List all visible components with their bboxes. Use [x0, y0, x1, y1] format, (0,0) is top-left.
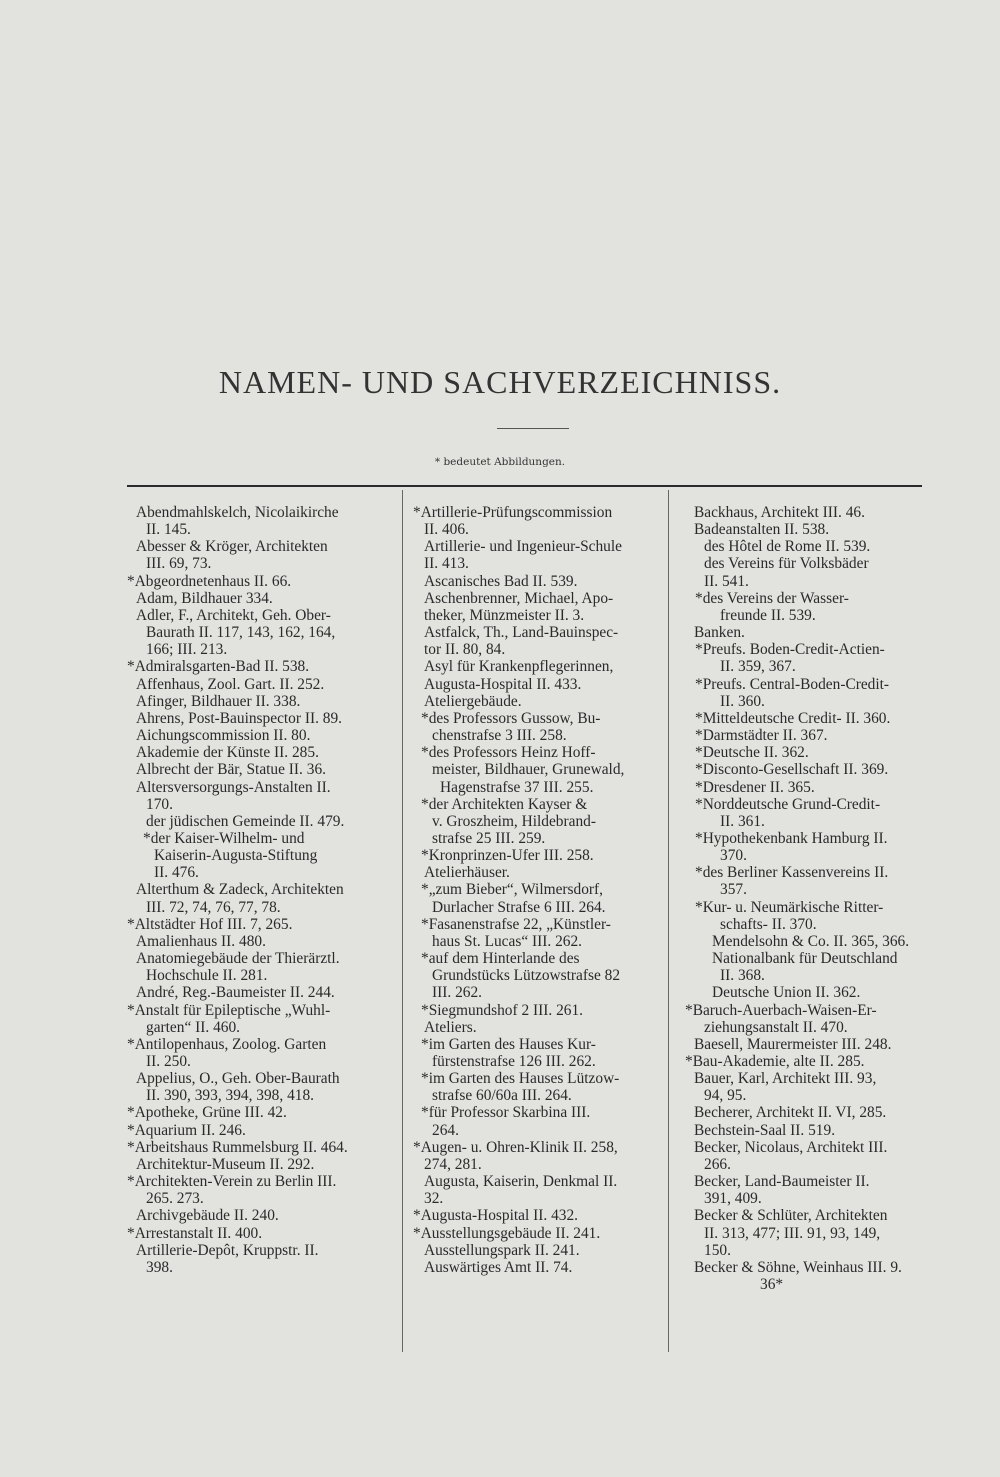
index-entry: strafse 25 III. 259. [432, 829, 546, 847]
index-entry: Affenhaus, Zool. Gart. II. 252. [136, 675, 325, 693]
index-entry: *Kronprinzen-Ufer III. 258. [421, 847, 594, 865]
index-entry: strafse 60/60a III. 264. [432, 1087, 572, 1105]
index-entry: II. 145. [146, 521, 191, 539]
index-entry: Becker & Söhne, Weinhaus III. 9. [694, 1258, 902, 1276]
index-entry: 150. [704, 1241, 731, 1259]
index-entry: 266. [704, 1155, 731, 1173]
index-entry: Banken. [694, 624, 745, 642]
page-number: 36* [760, 1276, 784, 1294]
index-entry: *Hypothekenbank Hamburg II. [695, 829, 888, 847]
index-entry: Artillerie- und Ingenieur-Schule [424, 538, 622, 556]
index-entry: II. 406. [424, 521, 469, 539]
index-entry: II. 413. [424, 555, 469, 573]
index-entry: 32. [424, 1190, 444, 1208]
index-entry: Hochschule II. 281. [146, 967, 268, 985]
index-entry: des Hôtel de Rome II. 539. [704, 538, 871, 556]
index-entry: *Arbeitshaus Rummelsburg II. 464. [127, 1138, 348, 1156]
index-entry: 370. [720, 847, 747, 865]
index-entry: Abendmahlskelch, Nicolaikirche [136, 504, 339, 521]
index-entry: Abesser & Kröger, Architekten [136, 538, 328, 556]
index-entry: *Admiralsgarten-Bad II. 538. [127, 658, 310, 676]
index-entry: Becker, Land-Baumeister II. [694, 1173, 870, 1191]
index-entry: *Siegmundshof 2 III. 261. [421, 1001, 584, 1019]
index-entry: *Anstalt für Epileptische „Wuhl- [127, 1001, 331, 1019]
index-entry: Amalienhaus II. 480. [136, 932, 266, 950]
index-entry: 357. [720, 881, 747, 899]
index-entry: II. 476. [154, 864, 199, 882]
index-column-1 [127, 504, 392, 1276]
index-entry: schafts- II. 370. [720, 915, 817, 933]
index-entry: III. 262. [432, 984, 483, 1002]
index-entry: André, Reg.-Baumeister II. 244. [136, 984, 335, 1002]
index-entry: Adler, F., Architekt, Geh. Ober- [136, 606, 331, 624]
index-entry: Astfalck, Th., Land-Bauinspec- [424, 624, 619, 642]
index-entry: III. 69, 73. [146, 555, 212, 573]
index-entry: *des Vereins der Wasser- [695, 589, 849, 607]
index-entry: Badeanstalten II. 538. [694, 521, 830, 539]
index-entry: *Bau-Akademie, alte II. 285. [685, 1053, 865, 1070]
index-entry: *Preufs. Boden-Credit-Actien- [695, 641, 885, 659]
index-entry: Durlacher Strafse 6 III. 264. [432, 898, 606, 916]
index-entry: 166; III. 213. [146, 641, 228, 659]
index-entry: *der Kaiser-Wilhelm- und [143, 829, 305, 847]
illustration-note: * bedeutet Abbildungen. [434, 456, 566, 468]
index-entry: *Aquarium II. 246. [127, 1121, 246, 1139]
index-entry: II. 368. [720, 967, 765, 985]
index-entry: Appelius, O., Geh. Ober-Baurath [136, 1070, 340, 1088]
index-entry: 170. [146, 795, 173, 813]
index-entry: 264. [432, 1121, 459, 1139]
index-entry: *Antilopenhaus, Zoolog. Garten [127, 1035, 327, 1053]
column-divider-left [402, 490, 403, 1352]
index-entry: *im Garten des Hauses Lützow- [421, 1070, 620, 1088]
index-entry: Nationalbank für Deutschland [712, 950, 898, 968]
index-entry: *Kur- u. Neumärkische Ritter- [695, 898, 884, 916]
index-entry: II. 361. [720, 812, 765, 830]
index-entry: Becker, Nicolaus, Architekt III. [694, 1138, 888, 1156]
index-entry: Ascanisches Bad II. 539. [424, 572, 578, 590]
index-entry: Afinger, Bildhauer II. 338. [136, 692, 301, 710]
index-entry: Altersversorgungs-Anstalten II. [136, 778, 331, 796]
index-entry: Akademie der Künste II. 285. [136, 744, 319, 762]
header-rule [127, 485, 922, 487]
index-entry: theker, Münzmeister II. 3. [424, 606, 585, 624]
index-entry: II. 390, 393, 394, 398, 418. [146, 1087, 315, 1105]
index-entry: *des Professors Heinz Hoff- [421, 744, 596, 762]
index-entry: Baurath II. 117, 143, 162, 164, [146, 624, 336, 642]
index-entry: 265. 273. [146, 1190, 204, 1208]
index-entry: Grundstücks Lützowstrafse 82 [432, 967, 621, 985]
index-entry: Albrecht der Bär, Statue II. 36. [136, 761, 326, 779]
index-entry: *Ausstellungsgebäude II. 241. [413, 1224, 601, 1242]
index-entry: freunde II. 539. [720, 606, 816, 624]
index-entry: *Fasanenstrafse 22, „Künstler- [421, 915, 611, 933]
index-entry: Kaiserin-Augusta-Stiftung [154, 847, 318, 865]
index-entry: Auswärtiges Amt II. 74. [424, 1258, 573, 1276]
index-entry: Archivgebäude II. 240. [136, 1207, 279, 1225]
index-entry: Bechstein-Saal II. 519. [694, 1121, 836, 1139]
index-entry: *„zum Bieber“, Wilmersdorf, [421, 881, 604, 899]
index-entry: Mendelsohn & Co. II. 365, 366. [712, 932, 910, 950]
index-entry: *Disconto-Gesellschaft II. 369. [695, 761, 889, 779]
index-entry: Ahrens, Post-Bauinspector II. 89. [136, 709, 343, 727]
index-entry: Atelierhäuser. [424, 864, 510, 882]
index-entry: 398. [146, 1258, 173, 1276]
index-entry: 391, 409. [704, 1190, 762, 1208]
index-column-3 [685, 504, 926, 1294]
index-column-2 [414, 504, 658, 1276]
index-entry: III. 72, 74, 76, 77, 78. [146, 898, 281, 916]
index-entry: 94, 95. [704, 1087, 747, 1105]
index-entry: Artillerie-Depôt, Kruppstr. II. [136, 1241, 319, 1259]
index-entry: *Preufs. Central-Boden-Credit- [695, 675, 890, 693]
index-entry: II. 250. [146, 1053, 191, 1070]
index-entry: *Abgeordnetenhaus II. 66. [127, 572, 292, 590]
index-entry: *Dresdener II. 365. [695, 778, 815, 796]
column-divider-right [668, 490, 669, 1352]
index-entry: Hagenstrafse 37 III. 255. [440, 778, 594, 796]
index-entry: II. 313, 477; III. 91, 93, 149, [704, 1224, 881, 1242]
index-entry: II. 541. [704, 572, 749, 590]
index-entry: *der Architekten Kayser & [421, 795, 588, 813]
index-entry: II. 359, 367. [720, 658, 796, 676]
index-entry: Alterthum & Zadeck, Architekten [136, 881, 344, 899]
index-entry: *im Garten des Hauses Kur- [421, 1035, 596, 1053]
index-entry: v. Groszheim, Hildebrand- [432, 812, 596, 830]
index-entry: *Mitteldeutsche Credit- II. 360. [695, 709, 891, 727]
title-divider [497, 428, 569, 429]
index-entry: fürstenstrafse 126 III. 262. [432, 1053, 596, 1070]
index-entry: meister, Bildhauer, Grunewald, [432, 761, 625, 779]
index-entry: des Vereins für Volksbäder [704, 555, 869, 573]
index-entry: ziehungsanstalt II. 470. [704, 1018, 848, 1036]
index-entry: *des Berliner Kassenvereins II. [695, 864, 889, 882]
index-entry: garten“ II. 460. [146, 1018, 241, 1036]
index-entry: Ateliergebäude. [424, 692, 522, 710]
index-entry: Bauer, Karl, Architekt III. 93, [694, 1070, 877, 1088]
index-entry: der jüdischen Gemeinde II. 479. [146, 812, 345, 830]
page-title: NAMEN- UND SACHVERZEICHNISS. [218, 364, 782, 400]
index-entry: *Darmstädter II. 367. [695, 727, 828, 745]
index-entry: *Norddeutsche Grund-Credit- [695, 795, 881, 813]
index-entry: Becker & Schlüter, Architekten [694, 1207, 888, 1225]
index-entry: Aichungscommission II. 80. [136, 727, 311, 745]
index-entry: *Architekten-Verein zu Berlin III. [127, 1173, 337, 1191]
index-entry: Augusta, Kaiserin, Denkmal II. [424, 1173, 618, 1191]
index-entry: Ateliers. [424, 1018, 477, 1036]
index-entry: *Artillerie-Prüfungscommission [413, 504, 613, 521]
index-entry: 274, 281. [424, 1155, 482, 1173]
index-entry: *für Professor Skarbina III. [421, 1104, 591, 1122]
index-entry: Baesell, Maurermeister III. 248. [694, 1035, 892, 1053]
index-entry: *Apotheke, Grüne III. 42. [127, 1104, 287, 1122]
index-entry: Asyl für Krankenpflegerinnen, [424, 658, 614, 676]
index-entry: *Arrestanstalt II. 400. [127, 1224, 263, 1242]
index-entry: Deutsche Union II. 362. [712, 984, 861, 1002]
index-entry: *Deutsche II. 362. [695, 744, 809, 762]
index-entry: II. 360. [720, 692, 765, 710]
index-entry: *des Professors Gussow, Bu- [421, 709, 601, 727]
index-entry: Aschenbrenner, Michael, Apo- [424, 589, 614, 607]
index-entry: Becherer, Architekt II. VI, 285. [694, 1104, 887, 1122]
index-entry: Anatomiegebäude der Thierärztl. [136, 950, 340, 968]
index-entry: Adam, Bildhauer 334. [136, 589, 273, 607]
index-entry: *Augen- u. Ohren-Klinik II. 258, [413, 1138, 618, 1156]
index-entry: Architektur-Museum II. 292. [136, 1155, 315, 1173]
index-entry: Ausstellungspark II. 241. [424, 1241, 580, 1259]
index-entry: *Augusta-Hospital II. 432. [413, 1207, 578, 1225]
index-entry: tor II. 80, 84. [424, 641, 506, 659]
index-entry: Augusta-Hospital II. 433. [424, 675, 582, 693]
index-entry: chenstrafse 3 III. 258. [432, 727, 567, 745]
index-entry: *auf dem Hinterlande des [421, 950, 580, 968]
index-entry: haus St. Lucas“ III. 262. [432, 932, 583, 950]
index-entry: *Altstädter Hof III. 7, 265. [127, 915, 293, 933]
index-entry: *Baruch-Auerbach-Waisen-Er- [685, 1001, 877, 1019]
index-entry: Backhaus, Architekt III. 46. [694, 504, 865, 521]
